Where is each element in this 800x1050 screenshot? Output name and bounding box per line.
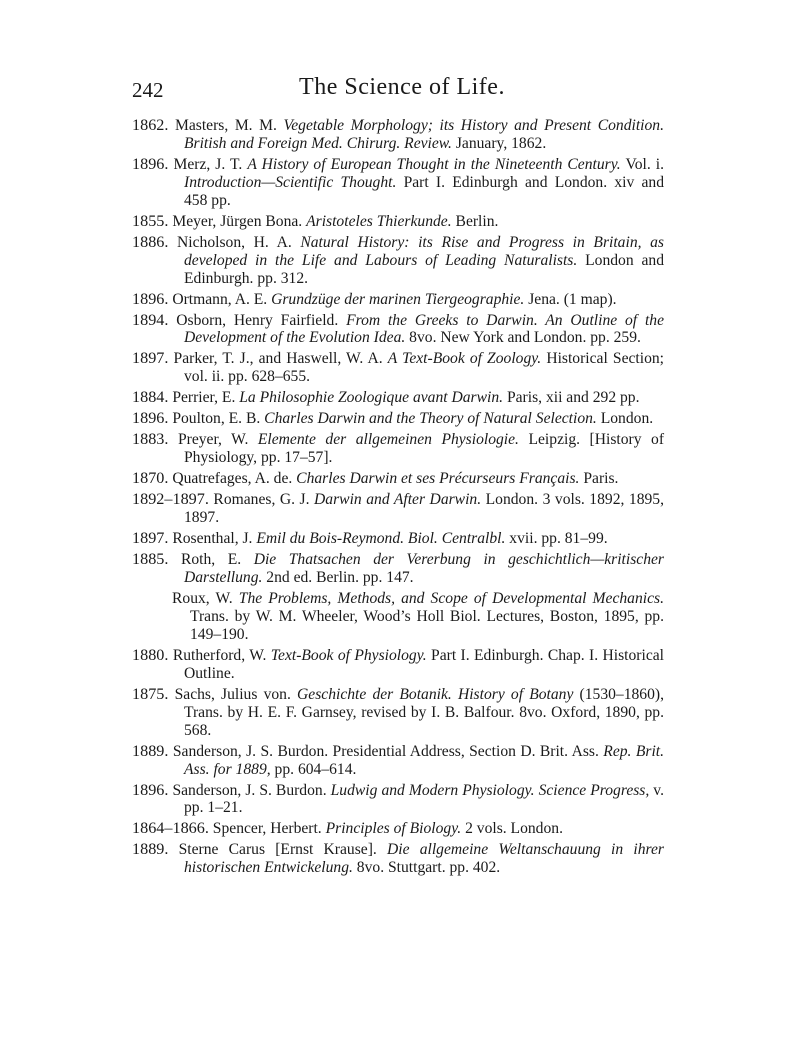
entry-title-text: Text-Book of Physiology.	[270, 646, 427, 664]
entry-text: London.	[596, 410, 654, 428]
bibliography-entry	[132, 291, 664, 309]
bibliography-entry	[132, 551, 664, 587]
entry-title-text: Aristoteles Thierkunde.	[306, 212, 452, 230]
entry-title-text: Natural History: its Rise and Progress in Britain, as developed in the Life and Labours of Leading Naturalists.	[184, 233, 664, 269]
entry-text: Sachs, Julius von.	[174, 685, 298, 703]
entry-year: 1896.	[132, 409, 169, 428]
entry-title-text: Darwin and After Darwin.	[314, 491, 482, 509]
entry-text: Meyer, Jürgen Bona.	[172, 212, 307, 230]
entry-title-text: A History of European Thought in the Nineteenth Century.	[247, 155, 621, 173]
entry-text: Trans. by W. M. Wheeler, Wood’s Holl Biol. Lectures, Boston, 1895, pp. 149–190.	[190, 607, 664, 643]
entry-year: 1896.	[132, 154, 169, 173]
bibliography-entry	[132, 389, 664, 407]
entry-text: (1530–1860), Trans. by H. E. F. Garnsey, revised by I. B. Balfour. 8vo. Oxford, 1890, pp. 568.	[184, 685, 664, 739]
entry-text: Parker, T. J., and Haswell, W. A.	[173, 350, 388, 368]
bibliography-entry	[132, 350, 664, 386]
entry-text: Berlin.	[451, 212, 499, 230]
entry-year: 1864–1866.	[132, 819, 209, 838]
bibliography-entry	[132, 312, 664, 348]
entry-text: Rosenthal, J.	[172, 530, 257, 548]
entry-text: 2nd ed. Berlin. pp. 147.	[262, 569, 414, 587]
entry-text: 8vo. New York and London. pp. 259.	[405, 329, 641, 347]
entry-title-text: Geschichte der Botanik. History of Botany	[297, 685, 574, 703]
entry-text: Leipzig. [History of Physiology, pp. 17–57].	[184, 431, 665, 467]
entry-text: Quatrefages, A. de.	[172, 470, 297, 488]
entry-title-text: Charles Darwin et ses Précurseurs Français.	[296, 470, 580, 488]
entry-text: Sterne Carus [Ernst Krause].	[178, 841, 387, 859]
entry-year: 1892–1897.	[132, 490, 209, 509]
entry-title-text: The Problems, Methods, and Scope of Developmental Mechanics.	[238, 590, 665, 608]
entry-text: pp. 604–614.	[270, 760, 357, 778]
bibliography-entry	[132, 410, 664, 428]
entry-text: Vol. i.	[620, 155, 664, 173]
entry-text: January, 1862.	[451, 134, 547, 152]
entry-text: Romanes, G. J.	[213, 491, 315, 509]
page-header	[132, 74, 672, 108]
entry-year: 1884.	[132, 388, 169, 407]
bibliography-entry	[132, 590, 664, 644]
entry-title-text: Principles of Biology.	[325, 820, 462, 838]
entry-title-text: Emil du Bois-Reymond. Biol. Centralbl.	[256, 530, 506, 548]
bibliography-entry	[132, 782, 664, 818]
entry-title-text: Grundzüge der marinen Tiergeographie.	[271, 290, 525, 308]
entry-year: 1896.	[132, 289, 169, 308]
entry-year: 1875.	[132, 684, 169, 703]
entry-title-text: Ludwig and Modern Physiology. Science Progress,	[330, 781, 650, 799]
entry-text: Part I. Edinburgh. Chap. I. Historical Outline.	[184, 646, 664, 682]
bibliography-entry	[132, 530, 664, 548]
entry-text: Osborn, Henry Fairfield.	[176, 311, 347, 329]
entry-year: 1894.	[132, 310, 169, 329]
entry-text: 2 vols. London.	[461, 820, 563, 838]
entry-title-text: Die Thatsachen der Vererbung in geschichtlich—kritischer Darstellung.	[184, 551, 665, 587]
running-title: The Science of Life.	[299, 74, 505, 100]
entry-text: Historical Section; vol. ii. pp. 628–655.	[184, 350, 665, 386]
entry-text: Nicholson, H. A.	[177, 233, 301, 251]
entry-title-text: Rep. Brit. Ass. for 1889,	[184, 742, 665, 778]
entry-text: London and Edinburgh. pp. 312.	[184, 251, 664, 287]
entry-title-text: A Text-Book of Zoology.	[387, 350, 542, 368]
entry-year: 1886.	[132, 232, 169, 251]
entry-text: Spencer, Herbert.	[212, 820, 326, 838]
entry-year: 1855.	[132, 211, 169, 230]
entry-year: 1897.	[132, 529, 169, 548]
entry-year: 1897.	[132, 349, 169, 368]
entry-text: Rutherford, W.	[172, 646, 271, 664]
entry-text: Paris, xii and 292 pp.	[503, 389, 640, 407]
entry-year: 1880.	[132, 645, 169, 664]
entry-text: Jena. (1 map).	[524, 290, 617, 308]
entry-text: London. 3 vols. 1892, 1895, 1897.	[184, 491, 664, 527]
entry-title-text: La Philosophie Zoologique avant Darwin.	[239, 389, 504, 407]
bibliography-entry	[132, 431, 664, 467]
entry-title-text: Vegetable Morphology; its History and Present Condition. British and Foreign Med. Chirurg. Review.	[184, 117, 664, 152]
entry-text: Sanderson, J. S. Burdon. Presidential Address, Section D. Brit. Ass.	[172, 742, 604, 760]
bibliography-entry	[132, 820, 664, 838]
entry-year: 1889.	[132, 840, 169, 859]
bibliography-entry	[132, 156, 664, 210]
entry-text: Masters, M. M.	[174, 117, 284, 134]
bibliography-entry	[132, 841, 664, 877]
entry-text: Preyer, W.	[177, 431, 258, 449]
bibliography-entry	[132, 234, 664, 288]
entry-year: 1889.	[132, 741, 169, 760]
entry-year: 1883.	[132, 430, 169, 449]
entry-text: xvii. pp. 81–99.	[505, 530, 608, 548]
entry-text: Ortmann, A. E.	[172, 290, 272, 308]
entry-text: Paris.	[579, 470, 619, 488]
entry-title-text: From the Greeks to Darwin. An Outline of the Development of the Evolution Idea.	[184, 311, 664, 347]
entry-title-text: Elemente der allgemeinen Physiologie.	[257, 431, 519, 449]
entry-year: 1885.	[132, 550, 169, 569]
entry-text: Roth, E.	[180, 551, 254, 569]
entry-year: 1896.	[132, 780, 169, 799]
entry-title-text: Charles Darwin and the Theory of Natural Selection.	[264, 410, 597, 428]
bibliography-entry	[132, 686, 664, 740]
bibliography-entry	[132, 213, 664, 231]
bibliography-entry	[132, 117, 664, 153]
bibliography-list	[132, 117, 664, 880]
bibliography-entry	[132, 491, 664, 527]
entry-text: Sanderson, J. S. Burdon.	[172, 781, 331, 799]
entry-text: 8vo. Stuttgart. pp. 402.	[352, 859, 501, 877]
entry-text: Part I. Edinburgh and London. xiv and 458 pp.	[184, 173, 664, 209]
entry-text: v. pp. 1–21.	[184, 781, 664, 817]
entry-title-text: Introduction—Scientific Thought.	[184, 173, 397, 191]
entry-year: 1862.	[132, 116, 169, 134]
bibliography-entry	[132, 470, 664, 488]
entry-text: Perrier, E.	[172, 389, 240, 407]
page-number: 242	[132, 78, 164, 102]
entry-year: 1870.	[132, 469, 169, 488]
bibliography-entry	[132, 647, 664, 683]
entry-text: Poulton, E. B.	[172, 410, 265, 428]
bibliography-entry	[132, 743, 664, 779]
entry-text: Merz, J. T.	[173, 155, 248, 173]
entry-title-text: Die allgemeine Weltanschauung in ihrer historischen Entwickelung.	[184, 841, 664, 877]
entry-text: Roux, W.	[172, 590, 239, 608]
